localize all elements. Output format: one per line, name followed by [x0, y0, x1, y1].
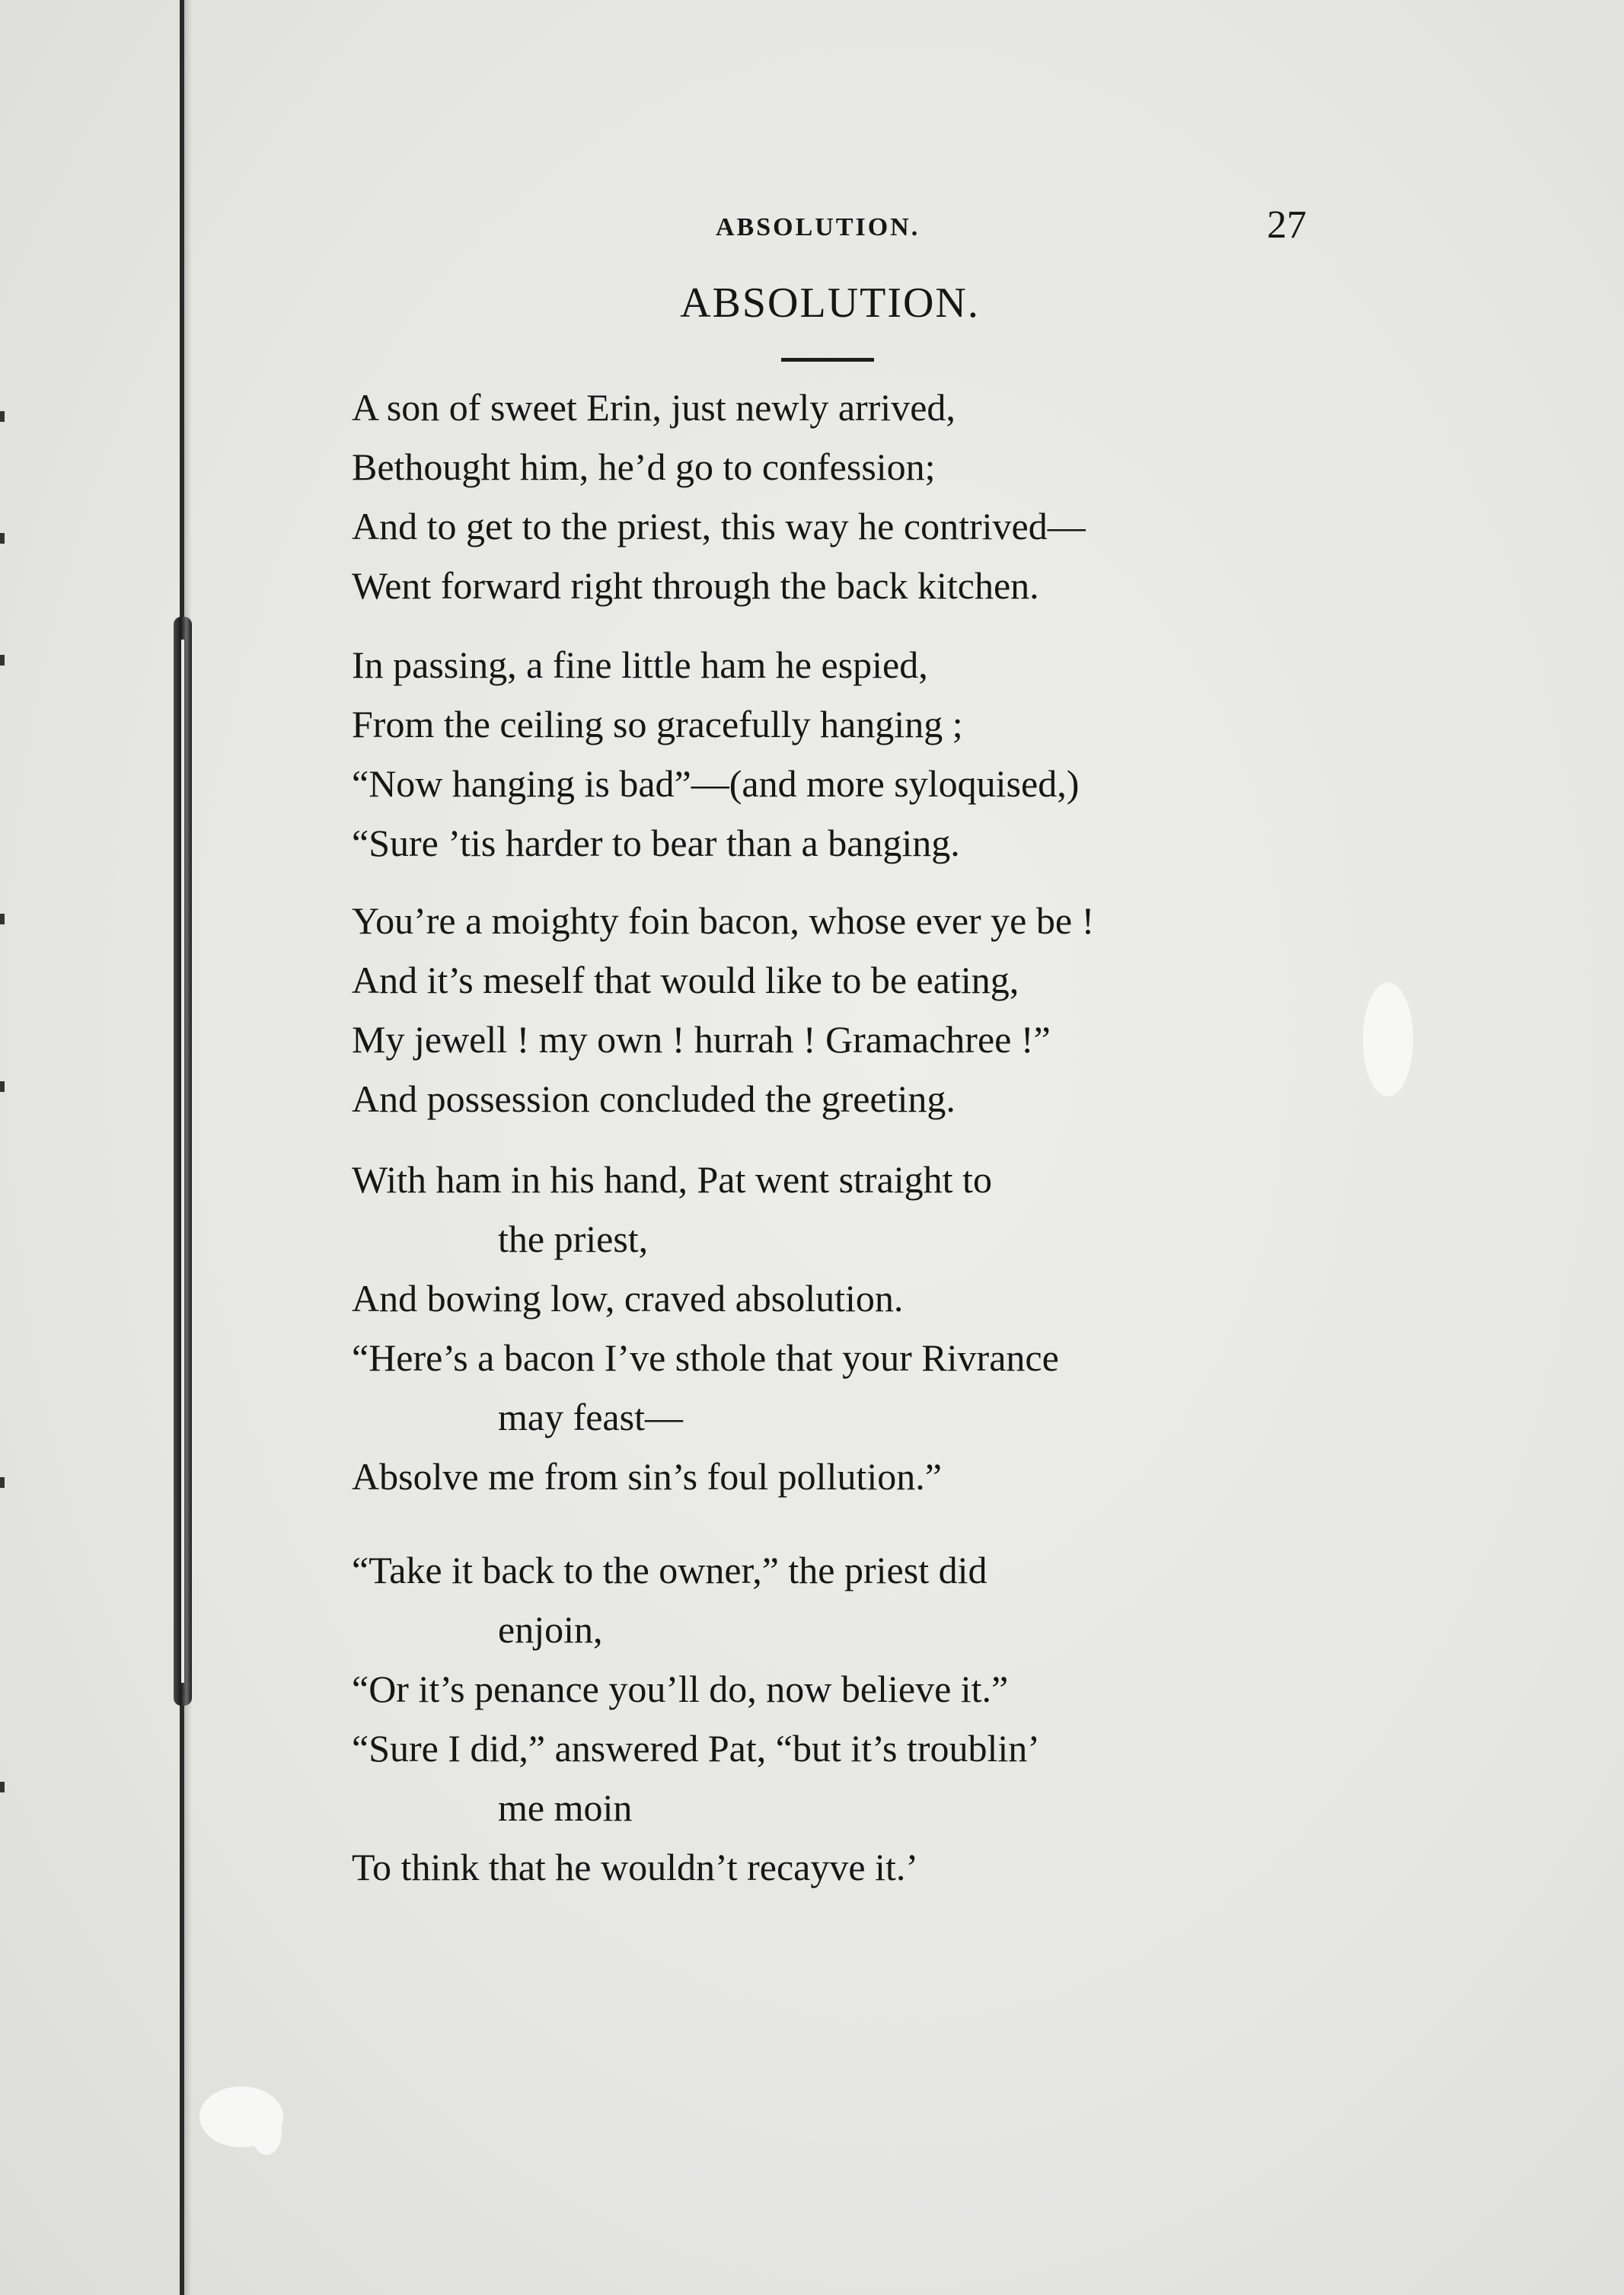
poem-line-continuation: the priest, [498, 1218, 649, 1260]
poem-line: A son of sweet Erin, just newly arrived, [352, 386, 956, 429]
poem-line: And bowing low, craved absolution. [352, 1277, 904, 1320]
poem-line-continuation: may feast— [498, 1396, 683, 1438]
poem-line: And to get to the priest, this way he contrived— [352, 505, 1086, 547]
paper-blemish [1363, 982, 1413, 1096]
edge-mark [0, 411, 5, 422]
poem-line: “Here’s a bacon I’ve sthole that your Rivrance [352, 1336, 1059, 1379]
stanza [352, 891, 1094, 1128]
poem-line: With ham in his hand, Pat went straight to [352, 1158, 992, 1201]
poem-line: Went forward right through the back kitchen. [352, 564, 1039, 607]
edge-mark [0, 1081, 5, 1092]
poem-title: ABSOLUTION. [680, 279, 980, 327]
title-rule [781, 358, 874, 362]
poem-line-continuation: me moin [498, 1786, 633, 1829]
poem-line: “Now hanging is bad”—(and more syloquised,) [352, 762, 1080, 805]
edge-mark [0, 1477, 5, 1488]
binding-spine-highlight [181, 640, 184, 1683]
edge-mark [0, 1782, 5, 1792]
stanza [352, 1150, 1059, 1506]
edge-mark [0, 533, 5, 544]
poem-line: In passing, a fine little ham he espied, [352, 643, 928, 686]
stanza [352, 378, 1086, 615]
poem-line: And it’s meself that would like to be eating, [352, 959, 1019, 1001]
poem-line: “Take it back to the owner,” the priest did [352, 1549, 987, 1591]
poem-line: “Or it’s penance you’ll do, now believe it.” [352, 1668, 1009, 1710]
poem-line: “Sure ’tis harder to bear than a banging. [352, 822, 960, 864]
stanza [352, 635, 1079, 873]
page-number: 27 [1267, 203, 1307, 247]
poem-line: To think that he wouldn’t recayve it.’ [352, 1846, 918, 1888]
poem-line: And possession concluded the greeting. [352, 1077, 956, 1120]
poem-line: My jewell ! my own ! hurrah ! Gramachree !” [352, 1018, 1051, 1061]
poem-line-continuation: enjoin, [498, 1608, 603, 1651]
stanza [352, 1540, 1040, 1897]
poem-line: Bethought him, he’d go to confession; [352, 445, 936, 488]
paper-blemish [251, 2109, 282, 2155]
poem-line: You’re a moighty foin bacon, whose ever ye be ! [352, 899, 1095, 942]
poem-line: Absolve me from sin’s foul pollution.” [352, 1455, 942, 1498]
edge-mark [0, 655, 5, 666]
poem-line: From the ceiling so gracefully hanging ; [352, 703, 963, 745]
running-head: ABSOLUTION. [716, 213, 920, 241]
edge-mark [0, 914, 5, 924]
poem-line: “Sure I did,” answered Pat, “but it’s troublin’ [352, 1727, 1040, 1770]
